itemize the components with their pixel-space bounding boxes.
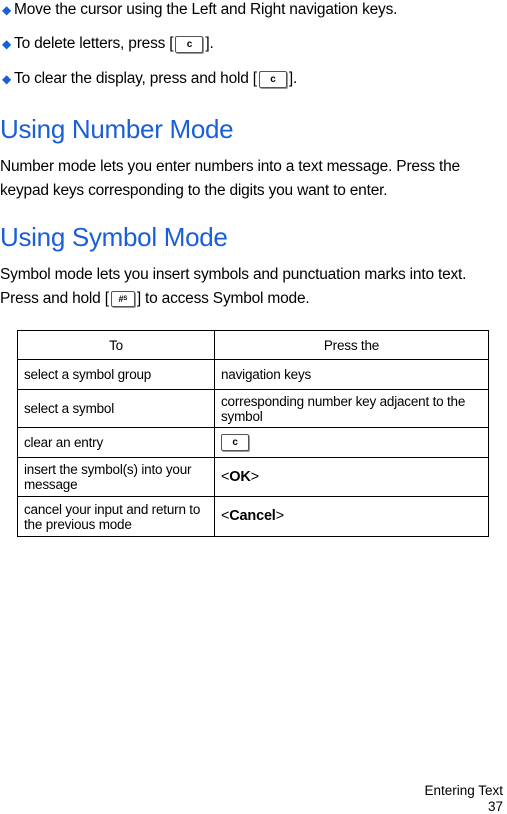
number-mode-heading: Using Number Mode — [0, 114, 234, 144]
symbol-mode-paragraph — [0, 263, 500, 311]
symbol-mode-text-after: ] to access Symbol mode. — [136, 290, 310, 307]
clear-key-icon: c — [259, 71, 287, 88]
bracket-close: > — [250, 468, 259, 485]
table-cell-to: cancel your input and return to the previous mode — [18, 497, 215, 537]
table-cell-press: navigation keys — [215, 360, 489, 390]
hash-key-label: # — [118, 293, 124, 304]
table-cell-to: clear an entry — [18, 428, 215, 458]
table-cell-press — [215, 458, 489, 497]
table-cell-to: insert the symbol(s) into your message — [18, 458, 215, 497]
cancel-softkey-label: Cancel — [229, 508, 276, 524]
table-row — [18, 390, 489, 428]
footer-section-title: Entering Text — [424, 783, 503, 798]
table-row — [18, 497, 489, 537]
bullet-clear-display — [2, 70, 297, 88]
symbol-mode-text-before: Symbol mode lets you insert symbols and punctuation marks into text. Press and hold [ — [0, 266, 467, 307]
bracket-open: < — [221, 468, 230, 485]
bullet-text: Move the cursor using the Left and Right navigation keys. — [14, 1, 398, 18]
bracket-close: > — [275, 508, 284, 524]
bullet-text-after: ]. — [205, 35, 214, 52]
diamond-bullet-icon: ◆ — [2, 72, 12, 86]
table-row — [18, 360, 489, 390]
table-cell-press — [215, 497, 489, 537]
symbol-mode-table — [17, 330, 489, 537]
table-cell-press: corresponding number key adjacent to the symbol — [215, 390, 489, 428]
table-cell-to: select a symbol — [18, 390, 215, 428]
hash-key-sublabel: S — [123, 295, 128, 302]
table-row — [18, 428, 489, 458]
symbol-mode-heading: Using Symbol Mode — [0, 222, 228, 252]
hash-key-icon — [111, 291, 135, 307]
ok-softkey-label: OK — [229, 468, 251, 485]
diamond-bullet-icon: ◆ — [2, 37, 12, 51]
table-row — [18, 458, 489, 497]
bracket-open: < — [221, 508, 230, 524]
bullet-text-before: To delete letters, press [ — [14, 35, 174, 52]
table-cell-press — [215, 428, 489, 458]
table-header-row — [18, 331, 489, 360]
clear-key-icon: c — [175, 36, 203, 53]
table-header-to: To — [18, 331, 215, 360]
clear-key-icon: c — [221, 434, 249, 451]
bullet-delete-letters — [2, 35, 214, 53]
bullet-move-cursor — [2, 1, 397, 19]
diamond-bullet-icon: ◆ — [2, 3, 12, 17]
bullet-text-before: To clear the display, press and hold [ — [14, 70, 257, 87]
number-mode-paragraph: Number mode lets you enter numbers into a text message. Press the keypad keys corresponding to the digits you want to enter. — [0, 158, 460, 199]
footer-page-number: 37 — [487, 799, 503, 814]
table-cell-to: select a symbol group — [18, 360, 215, 390]
bullet-text-after: ]. — [288, 70, 298, 87]
table-header-press: Press the — [215, 331, 489, 360]
